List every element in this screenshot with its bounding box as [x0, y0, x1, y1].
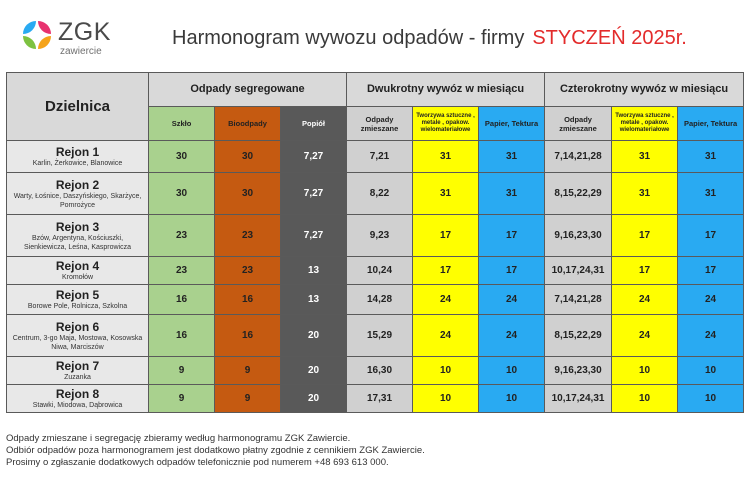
mixed-twice-cell: 16,30 [347, 357, 413, 385]
paper-four-cell: 24 [678, 315, 744, 357]
mixed-twice-cell: 10,24 [347, 257, 413, 285]
plastic-twice-cell: 17 [413, 257, 479, 285]
district-cell [7, 357, 149, 385]
title-text: Harmonogram wywozu odpadów - firmy [172, 27, 525, 49]
glass-cell: 30 [149, 173, 215, 215]
paper-four-cell: 10 [678, 357, 744, 385]
district-name: Rejon 5 [55, 288, 100, 302]
ash-cell: 7,27 [281, 215, 347, 257]
bio-cell: 23 [215, 215, 281, 257]
plastic-four-cell: 10 [612, 385, 678, 413]
plastic-twice-cell: 10 [413, 357, 479, 385]
plastic-four-cell: 24 [612, 285, 678, 315]
district-name: Rejon 1 [55, 145, 100, 159]
district-areas: Borowe Pole, Rolnicza, Szkolna [27, 303, 128, 310]
leaf-pink-icon [38, 21, 51, 34]
plastic-four-cell: 10 [612, 357, 678, 385]
ash-cell: 13 [281, 285, 347, 315]
district-areas: Warty, Łośnice, Daszyńskiego, Skarżyce, Pomrożyce [13, 192, 142, 209]
mixed-twice-cell: 8,22 [347, 173, 413, 215]
district-row [7, 285, 744, 315]
district-header: Dzielnica [7, 73, 149, 141]
footer-note: Prosimy o zgłaszanie dodatkowych odpadów telefonicznie pod numerem +48 693 613 000. [6, 457, 389, 468]
twice-monthly-header: Dwukrotny wywóz w miesiącu [347, 73, 545, 107]
district-areas: Kromołów [61, 274, 94, 281]
mixed-header-twice: Odpady zmieszane [347, 107, 413, 141]
mixed-four-cell: 8,15,22,29 [545, 173, 612, 215]
ash-cell: 7,27 [281, 173, 347, 215]
district-cell [7, 257, 149, 285]
district-row [7, 141, 744, 173]
paper-twice-cell: 24 [479, 315, 545, 357]
district-areas: Karlin, Żerkowice, Blanowice [32, 160, 123, 167]
footer-note: Odpady zmieszane i segregację zbieramy według harmonogramu ZGK Zawiercie. [6, 433, 351, 444]
bio-cell: 30 [215, 173, 281, 215]
district-name: Rejon 6 [55, 319, 100, 334]
district-name: Rejon 4 [55, 259, 100, 273]
mixed-four-cell: 10,17,24,31 [545, 385, 612, 413]
district-areas: Centrum, 3-go Maja, Mostowa, Kosowska Niwa, Marciszów [12, 334, 143, 351]
paper-twice-cell: 17 [479, 215, 545, 257]
plastic-four-cell: 17 [612, 215, 678, 257]
district-row [7, 173, 744, 215]
plastic-header-four: Tworzywa sztuczne , metale , opakow. wielomateriałowe [612, 107, 678, 141]
plastic-twice-cell: 24 [413, 285, 479, 315]
four-times-monthly-header: Czterokrotny wywóz w miesiącu [545, 73, 744, 107]
bio-cell: 9 [215, 357, 281, 385]
paper-header-twice: Papier, Tektura [479, 107, 545, 141]
glass-cell: 9 [149, 357, 215, 385]
ash-cell: 20 [281, 385, 347, 413]
leaf-green-icon [23, 36, 36, 49]
district-cell [7, 141, 149, 173]
district-name: Rejon 3 [55, 219, 100, 234]
bio-cell: 16 [215, 285, 281, 315]
mixed-four-cell: 9,16,23,30 [545, 215, 612, 257]
schedule-table [6, 72, 744, 413]
plastic-twice-cell: 24 [413, 315, 479, 357]
glass-cell: 30 [149, 141, 215, 173]
district-cell [7, 173, 149, 215]
bio-cell: 30 [215, 141, 281, 173]
district-row [7, 357, 744, 385]
district-row [7, 315, 744, 357]
ash-cell: 20 [281, 315, 347, 357]
paper-four-cell: 24 [678, 285, 744, 315]
mixed-four-cell: 7,14,21,28 [545, 285, 612, 315]
footer-note: Odbiór odpadów poza harmonogramem jest dodatkowo płatny zgodnie z cennikiem ZGK Zawiercie. [6, 445, 425, 456]
glass-cell: 9 [149, 385, 215, 413]
district-row [7, 385, 744, 413]
glass-cell: 16 [149, 285, 215, 315]
paper-twice-cell: 17 [479, 257, 545, 285]
ash-cell: 13 [281, 257, 347, 285]
footer-notes [6, 433, 425, 469]
district-areas: Bzów, Argentyna, Kościuszki, Sienkiewicza, Leśna, Kasprowicza [24, 234, 131, 251]
district-row [7, 257, 744, 285]
district-cell [7, 385, 149, 413]
zgk-logo [22, 20, 132, 60]
paper-header-four: Papier, Tektura [678, 107, 744, 141]
paper-four-cell: 31 [678, 173, 744, 215]
glass-cell: 23 [149, 257, 215, 285]
plastic-four-cell: 31 [612, 173, 678, 215]
district-areas: Stawki, Miodowa, Dąbrowica [32, 402, 123, 409]
district-name: Rejon 7 [55, 359, 100, 373]
plastic-four-cell: 31 [612, 141, 678, 173]
paper-four-cell: 17 [678, 257, 744, 285]
paper-four-cell: 10 [678, 385, 744, 413]
logo-name: ZGK [58, 18, 111, 46]
plastic-twice-cell: 31 [413, 173, 479, 215]
glass-header: Szkło [149, 107, 215, 141]
glass-cell: 23 [149, 215, 215, 257]
segregated-header: Odpady segregowane [149, 73, 347, 107]
plastic-four-cell: 24 [612, 315, 678, 357]
mixed-twice-cell: 14,28 [347, 285, 413, 315]
logo-subtitle: zawiercie [60, 46, 102, 57]
mixed-twice-cell: 15,29 [347, 315, 413, 357]
mixed-header-four: Odpady zmieszane [545, 107, 612, 141]
ash-cell: 20 [281, 357, 347, 385]
paper-twice-cell: 10 [479, 357, 545, 385]
district-name: Rejon 2 [55, 177, 100, 192]
district-cell [7, 215, 149, 257]
plastic-twice-cell: 31 [413, 141, 479, 173]
district-areas: Zuzanka [64, 374, 91, 381]
mixed-twice-cell: 17,31 [347, 385, 413, 413]
plastic-four-cell: 17 [612, 257, 678, 285]
leaf-blue-icon [23, 21, 36, 34]
mixed-four-cell: 7,14,21,28 [545, 141, 612, 173]
plastic-twice-cell: 17 [413, 215, 479, 257]
district-cell [7, 315, 149, 357]
paper-twice-cell: 31 [479, 173, 545, 215]
bio-cell: 16 [215, 315, 281, 357]
paper-twice-cell: 24 [479, 285, 545, 315]
logo-leaves-icon [22, 20, 52, 50]
mixed-four-cell: 8,15,22,29 [545, 315, 612, 357]
plastic-twice-cell: 10 [413, 385, 479, 413]
district-row [7, 215, 744, 257]
mixed-four-cell: 9,16,23,30 [545, 357, 612, 385]
mixed-twice-cell: 7,21 [347, 141, 413, 173]
page-title [172, 27, 687, 50]
bio-cell: 9 [215, 385, 281, 413]
ash-cell: 7,27 [281, 141, 347, 173]
bio-cell: 23 [215, 257, 281, 285]
paper-four-cell: 17 [678, 215, 744, 257]
title-month: STYCZEŃ 2025r. [532, 27, 687, 49]
paper-twice-cell: 31 [479, 141, 545, 173]
ash-header: Popiół [281, 107, 347, 141]
mixed-twice-cell: 9,23 [347, 215, 413, 257]
paper-twice-cell: 10 [479, 385, 545, 413]
paper-four-cell: 31 [678, 141, 744, 173]
glass-cell: 16 [149, 315, 215, 357]
mixed-four-cell: 10,17,24,31 [545, 257, 612, 285]
schedule-body [7, 141, 744, 413]
plastic-header-twice: Tworzywa sztuczne , metale , opakow. wielomateriałowe [413, 107, 479, 141]
district-name: Rejon 8 [55, 387, 100, 401]
district-cell [7, 285, 149, 315]
leaf-orange-icon [38, 36, 51, 49]
bio-header: Bioodpady [215, 107, 281, 141]
